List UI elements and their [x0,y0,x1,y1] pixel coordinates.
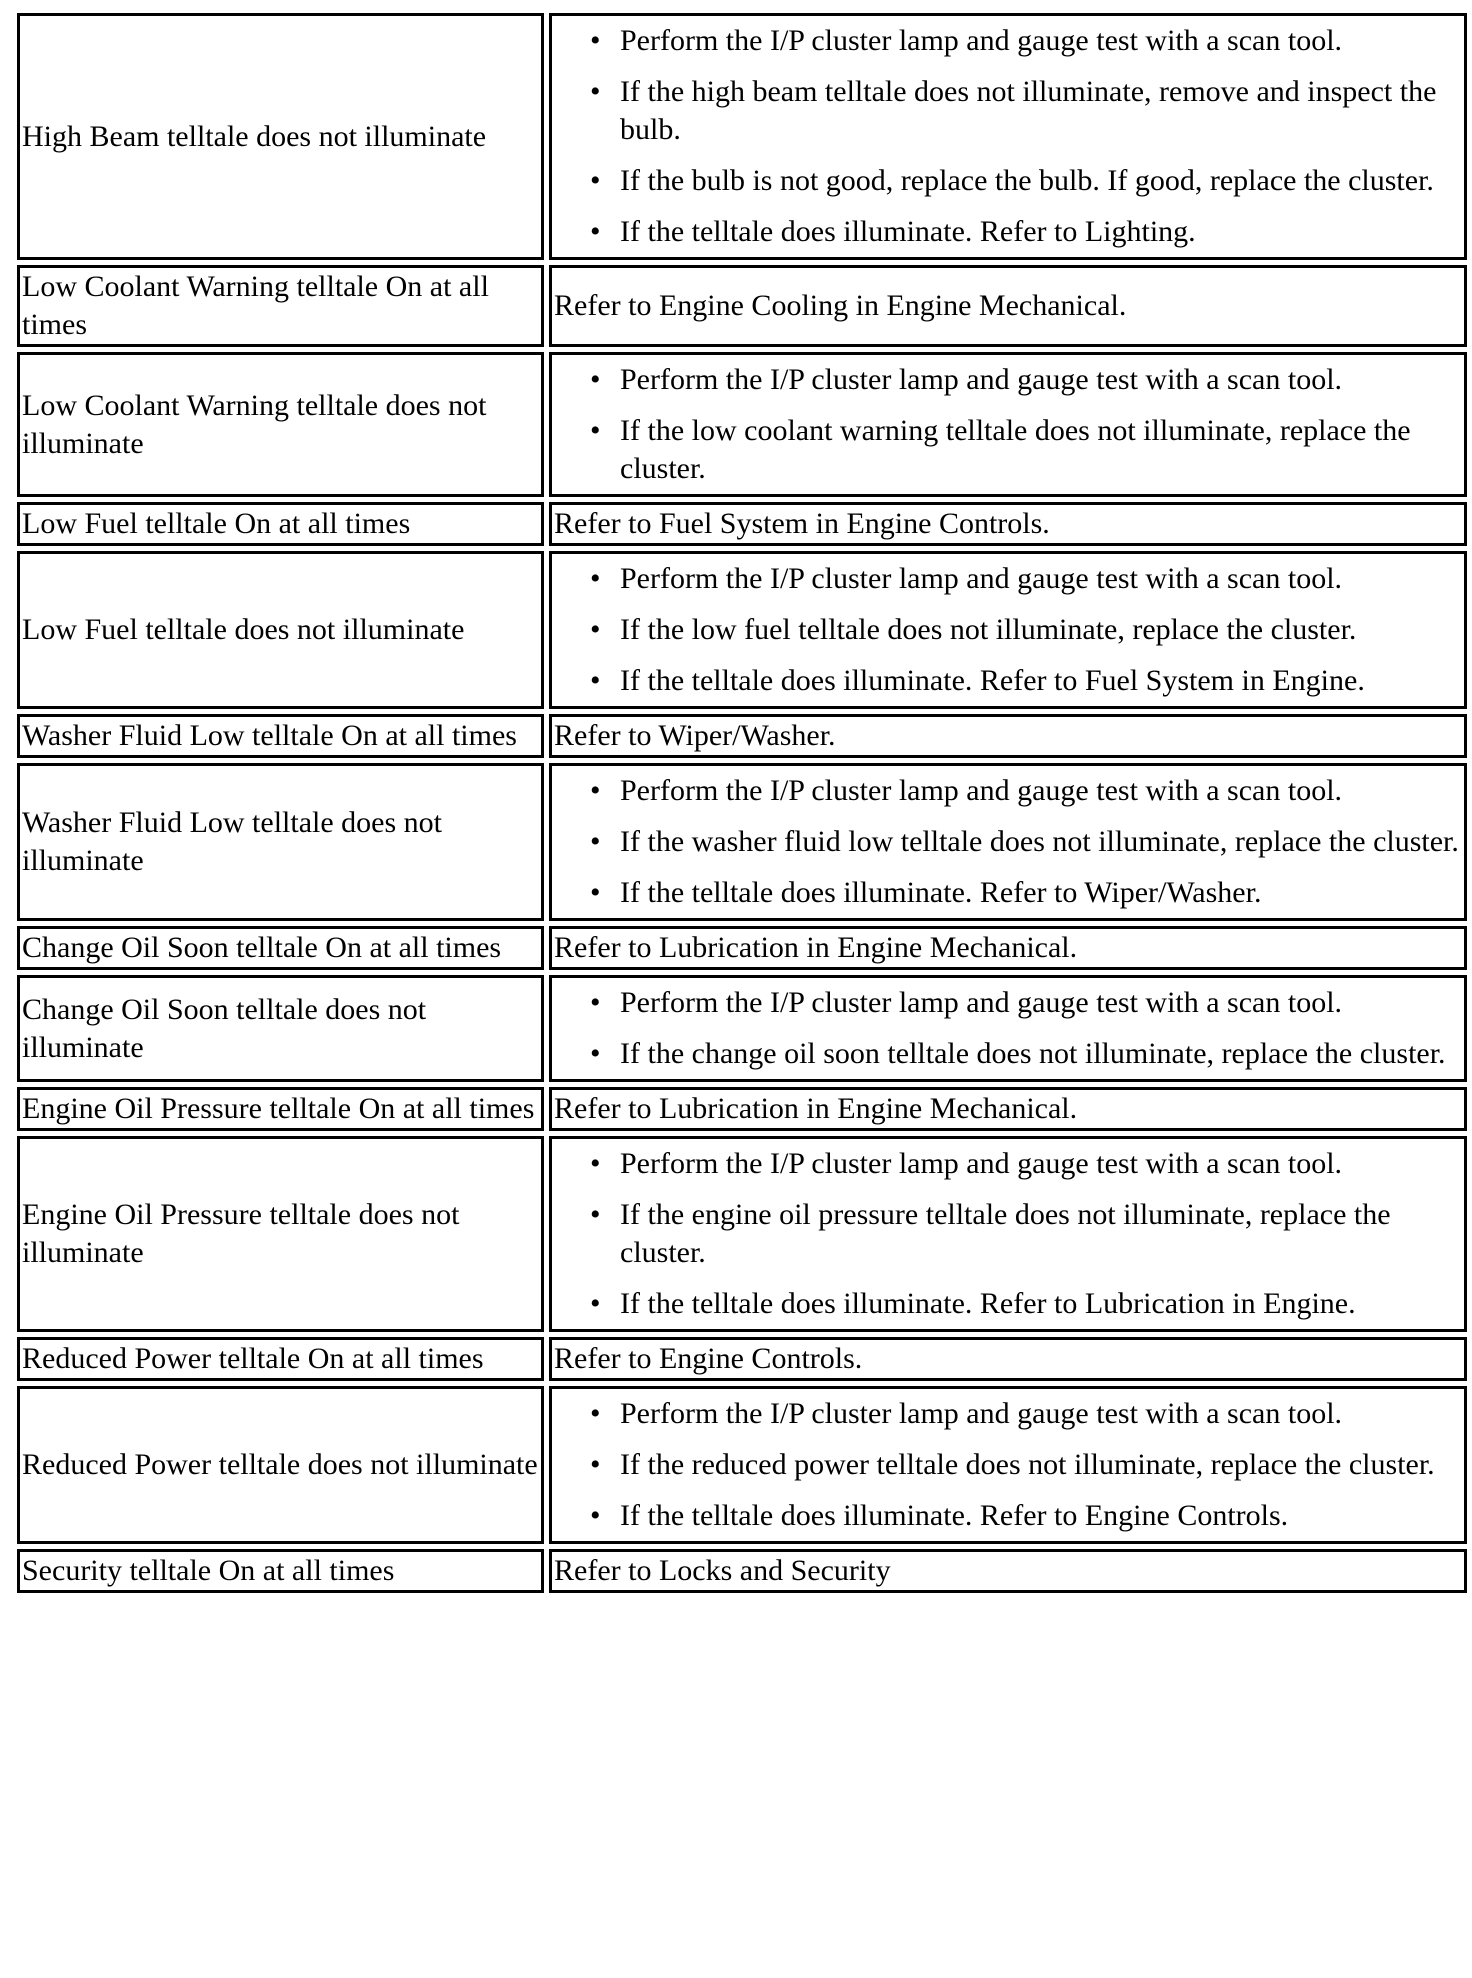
action-step: • Perform the I/P cluster lamp and gauge test with a scan tool. [620,22,1462,60]
condition-cell: Security telltale On at all times [17,1549,544,1593]
condition-cell: Low Fuel telltale On at all times [17,502,544,546]
condition-cell: Washer Fluid Low telltale On at all times [17,714,544,758]
action-cell: Refer to Wiper/Washer. [549,714,1467,758]
action-step: • If the low coolant warning telltale does not illuminate, replace the cluster. [620,412,1462,488]
action-cell: Refer to Lubrication in Engine Mechanical. [549,926,1467,970]
action-step: • Perform the I/P cluster lamp and gauge test with a scan tool. [620,361,1462,399]
action-cell [549,1386,1467,1544]
table-row [17,1136,1467,1332]
condition-cell: Low Coolant Warning telltale On at all times [17,265,544,347]
table-row [17,975,1467,1082]
action-cell: Refer to Engine Controls. [549,1337,1467,1381]
action-steps-list [554,361,1462,488]
condition-cell: Engine Oil Pressure telltale On at all times [17,1087,544,1131]
action-cell [549,763,1467,921]
diagnostic-table [12,8,1472,1598]
action-cell [549,352,1467,497]
table-row [17,352,1467,497]
action-steps-list [554,984,1462,1073]
table-row [17,714,1467,758]
table-row [17,502,1467,546]
action-steps-list [554,1145,1462,1323]
action-step: • If the telltale does illuminate. Refer to Engine Controls. [620,1497,1462,1535]
condition-cell: Engine Oil Pressure telltale does not illuminate [17,1136,544,1332]
condition-cell: Low Fuel telltale does not illuminate [17,551,544,709]
action-step: • If the bulb is not good, replace the bulb. If good, replace the cluster. [620,162,1462,200]
action-cell [549,1136,1467,1332]
table-row [17,1087,1467,1131]
table-row [17,13,1467,260]
action-steps-list [554,22,1462,251]
condition-cell: Washer Fluid Low telltale does not illuminate [17,763,544,921]
table-row [17,926,1467,970]
action-step: • If the high beam telltale does not illuminate, remove and inspect the bulb. [620,73,1462,149]
action-cell: Refer to Locks and Security [549,1549,1467,1593]
condition-cell: Change Oil Soon telltale On at all times [17,926,544,970]
action-step: • Perform the I/P cluster lamp and gauge test with a scan tool. [620,984,1462,1022]
table-row [17,265,1467,347]
condition-cell: Low Coolant Warning telltale does not illuminate [17,352,544,497]
action-steps-list [554,1395,1462,1535]
action-step: • If the engine oil pressure telltale does not illuminate, replace the cluster. [620,1196,1462,1272]
action-step: • Perform the I/P cluster lamp and gauge test with a scan tool. [620,560,1462,598]
condition-cell: Reduced Power telltale On at all times [17,1337,544,1381]
action-step: • If the change oil soon telltale does not illuminate, replace the cluster. [620,1035,1462,1073]
action-steps-list [554,560,1462,700]
action-cell [549,975,1467,1082]
action-step: • If the telltale does illuminate. Refer to Wiper/Washer. [620,874,1462,912]
action-step: • If the reduced power telltale does not illuminate, replace the cluster. [620,1446,1462,1484]
action-cell [549,551,1467,709]
action-steps-list [554,772,1462,912]
action-step: • If the telltale does illuminate. Refer to Fuel System in Engine. [620,662,1462,700]
action-cell: Refer to Engine Cooling in Engine Mechanical. [549,265,1467,347]
table-row [17,763,1467,921]
action-step: • If the telltale does illuminate. Refer to Lubrication in Engine. [620,1285,1462,1323]
condition-cell: Reduced Power telltale does not illuminate [17,1386,544,1544]
table-row [17,551,1467,709]
table-row [17,1337,1467,1381]
table-row [17,1386,1467,1544]
condition-cell: Change Oil Soon telltale does not illuminate [17,975,544,1082]
action-cell: Refer to Fuel System in Engine Controls. [549,502,1467,546]
action-cell [549,13,1467,260]
table-row [17,1549,1467,1593]
action-step: • If the low fuel telltale does not illuminate, replace the cluster. [620,611,1462,649]
action-step: • Perform the I/P cluster lamp and gauge test with a scan tool. [620,1395,1462,1433]
action-cell: Refer to Lubrication in Engine Mechanical. [549,1087,1467,1131]
action-step: • Perform the I/P cluster lamp and gauge test with a scan tool. [620,772,1462,810]
action-step: • If the washer fluid low telltale does not illuminate, replace the cluster. [620,823,1462,861]
condition-cell: High Beam telltale does not illuminate [17,13,544,260]
action-step: • Perform the I/P cluster lamp and gauge test with a scan tool. [620,1145,1462,1183]
action-step: • If the telltale does illuminate. Refer to Lighting. [620,213,1462,251]
